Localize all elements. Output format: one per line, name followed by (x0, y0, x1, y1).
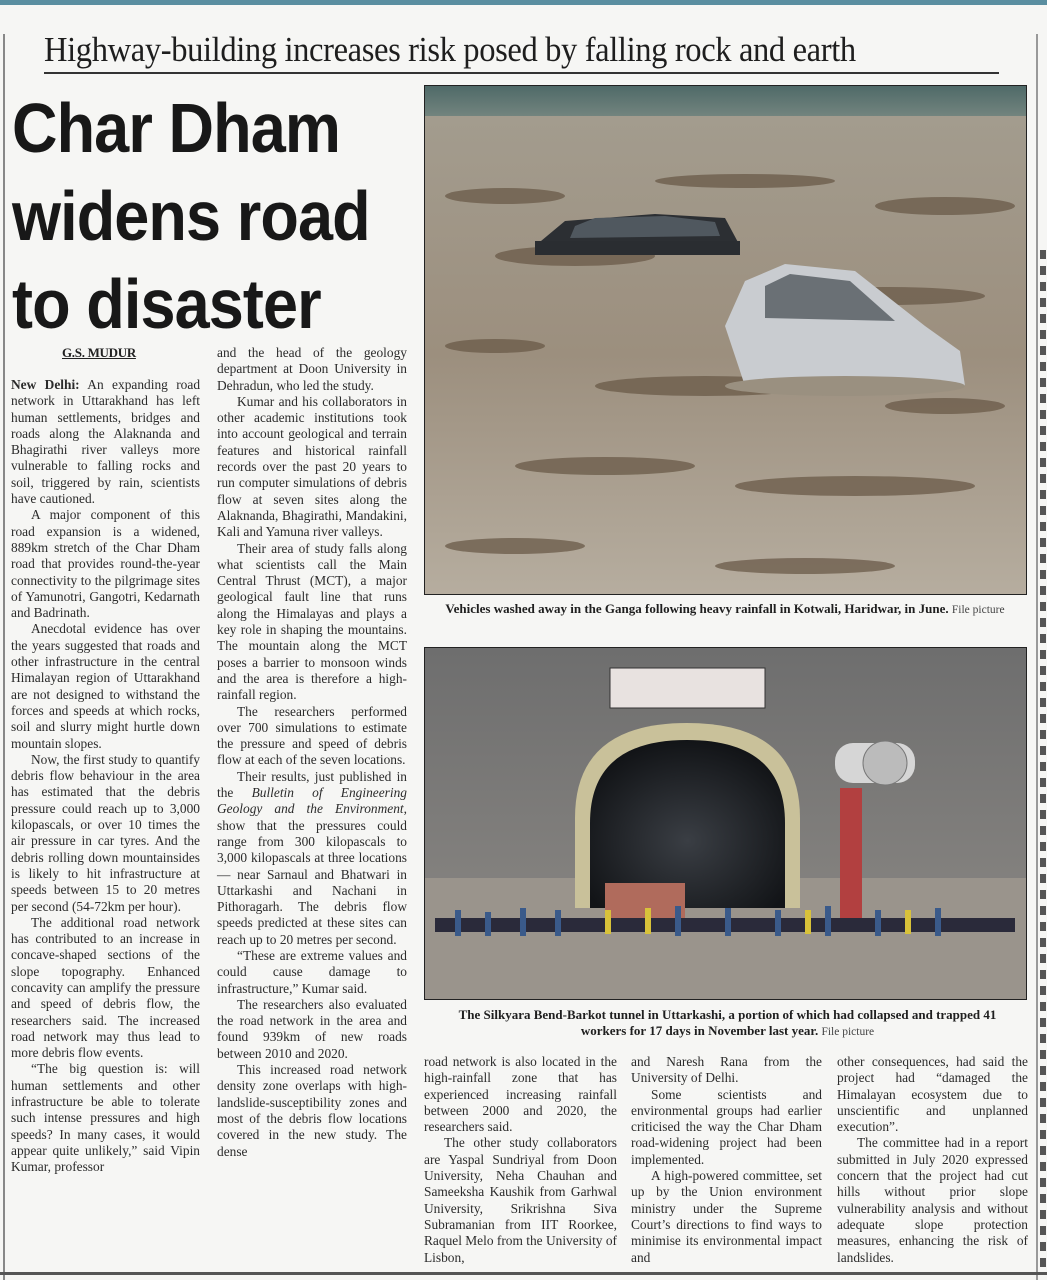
paragraph: The additional road network has contributed to an increase in concave-shaped sections of the slope topography. Enhanced concavity can amplify the pressure and speed of debris flow, the researchers said. The increased road network may thus lead to more debris flow events. (11, 914, 200, 1061)
paragraph: and the head of the geology department at Doon University in Dehradun, who led the study. (217, 345, 407, 393)
article-column-2 (217, 345, 407, 1160)
top-border (0, 0, 1047, 5)
paragraph: This increased road network density zone overlaps with high-landslide-susceptibility zones and most of the debris flow locations covered in the new study. The dense (217, 1062, 407, 1159)
flood-photo-illustration (425, 86, 1026, 594)
paragraph: The researchers performed over 700 simulations to estimate the pressure and speed of debris flow at each of the seven locations. (217, 703, 407, 768)
paragraph: and Naresh Rana from the University of Delhi. (631, 1054, 822, 1086)
column-rule-left (3, 34, 5, 1280)
paragraph: A major component of this road expansion is a widened, 889km stretch of the Char Dham road that provides round-the-year connectivity to the pilgrimage sites of Yamunotri, Gangotri, Kedarnath and Badrinath. (11, 507, 200, 621)
photo-credit: File picture (821, 1026, 875, 1038)
article-column-1 (11, 377, 200, 1176)
bottom-border (0, 1272, 1047, 1275)
photo-caption-2 (440, 1007, 1015, 1040)
dateline: New Delhi: (11, 377, 80, 392)
paragraph: The committee had in a report submitted in July 2020 expressed concern that the project had cut hills without prior slope vulnerability analysis and without adequate slope protection measures, enhancing the risk of landslides. (837, 1135, 1028, 1265)
photo-tunnel (424, 647, 1027, 1000)
paragraph: The other study collaborators are Yaspal Sundriyal from Doon University, Neha Chauhan and Sameeksha Kaushik from Garhwal University, Srikrishna Siva Subramanian from IIT Roorkee, Raquel Melo from the University of Lisbon, (424, 1135, 618, 1265)
photo-credit: File picture (951, 604, 1005, 616)
paragraph: New Delhi: An expanding road network in Uttarakhand has left human settlements, bridges and roads along the Alaknanda and Bhagirathi river valleys more vulnerable to falling rocks and soil, triggered by rain, scientists have cautioned. (11, 377, 201, 507)
byline: G.S. MUDUR (62, 345, 136, 360)
paragraph: Some scientists and environmental groups had earlier criticised the way the Char Dham road-widening project had been implemented. (631, 1086, 822, 1167)
photo-caption-1 (440, 601, 1010, 618)
headline-line: widens road (12, 177, 370, 255)
caption-text: The Silkyara Bend-Barkot tunnel in Uttarkashi, a portion of which had collapsed and trapped 41 workers for 17 days in November last year. (458, 1007, 997, 1038)
kicker-underline (44, 72, 999, 74)
paragraph: The researchers also evaluated the road network in the area and found 939km of new roads between 2010 and 2020. (217, 996, 407, 1061)
paragraph: Anecdotal evidence has over the years suggested that roads and other infrastructure in the central Himalayan region of Uttarakhand are not designed to withstand the forces and speeds at which rocks, soil and slurry might hurtle down mountain slopes. (11, 621, 200, 751)
paragraph: other consequences, had said the project had “damaged the Himalayan ecosystem due to unscientific and unplanned execution”. (837, 1054, 1028, 1135)
paragraph: “The big question is: will human settlements and other infrastructure be able to tolerate such intense pressures and high speeds? In many cases, it would appear quite unlikely,” said Vipin Kumar, professor (11, 1061, 200, 1175)
column-rule-right (1036, 34, 1038, 1280)
journal-title: Bulletin of Engineering Geology and the Environment (217, 785, 407, 817)
paragraph: Their area of study falls along what scientists call the Main Central Thrust (MCT), a major geological fault line that runs along the Himalayas and plays a key role in shaping the mountains. The mountain along the MCT poses a barrier to monsoon winds and the area is therefore a high-rainfall region. (217, 540, 407, 703)
paragraph: Kumar and his collaborators in other academic institutions took into account geological and terrain features and historical rainfall records over the past 20 years to run computer simulations of debris flow at seven sites along the Alaknanda, Bhagirathi, Mandakini, Kali and Yamuna river valleys. (217, 393, 407, 540)
kicker-headline: Highway-building increases risk posed by falling rock and earth (44, 30, 856, 69)
paragraph: road network is also located in the high-rainfall zone that has experienced increasing rainfall between 2000 and 2020, the researchers said. (424, 1054, 617, 1135)
article-column-5 (837, 1054, 1028, 1266)
headline-line: to disaster (12, 265, 321, 343)
paragraph: A high-powered committee, set up by the Union environment ministry under the Supreme Court’s directions to find ways to minimise its environmental impact and (631, 1168, 822, 1265)
photo-flooded-vehicles (424, 85, 1027, 595)
headline-line: Char Dham (12, 89, 340, 167)
caption-text: Vehicles washed away in the Ganga following heavy rainfall in Kotwali, Haridwar, in June. (445, 601, 949, 616)
main-headline (12, 84, 412, 348)
adjacent-article-edge (1040, 250, 1047, 1270)
article-column-4 (631, 1054, 822, 1266)
paragraph: Now, the first study to quantify debris flow behaviour in the area has estimated that the debris pressure could reach up to 3,000 kilopascals, or over 10 times the air pressure in car tyres. And the debris rolling down mountainsides is likely to hit infrastructure at speeds between 15 to 20 metres per second (54-72km per hour). (11, 751, 200, 914)
paragraph: “These are extreme values and could cause damage to infrastructure,” Kumar said. (217, 947, 407, 996)
tunnel-photo-illustration (425, 648, 1026, 999)
article-column-3 (424, 1054, 617, 1266)
paragraph: Their results, just published in the Bulletin of Engineering Geology and the Environment, show that the pressures could range from 300 kilopascals to 3,000 kilopascals at three locations — near Sarnaul and Bhatwari in Uttarkashi and Nachani in Pithoragarh. The debris flow speeds predicted at these sites can reach up to 20 metres per second. (217, 768, 407, 947)
